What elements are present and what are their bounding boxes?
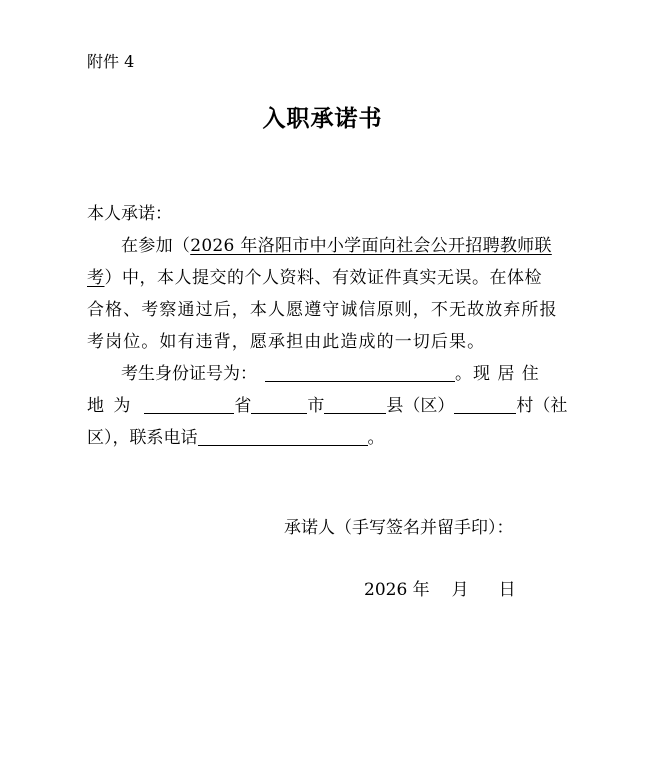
para2-line3: [87, 423, 385, 448]
date-day: 日: [498, 580, 516, 600]
phone-label: 区），联系电话: [87, 428, 198, 448]
para2-line1: [121, 359, 540, 384]
para1-prefix: 在参加（: [121, 236, 191, 256]
village-blank: [454, 396, 516, 414]
date-month: 月: [451, 580, 469, 600]
para2-line2: [87, 391, 567, 416]
para2-end: 。: [367, 428, 385, 448]
document-title: 入职承诺书: [262, 105, 383, 132]
village-label: 村（社: [516, 396, 568, 416]
county-label: 县（区）: [386, 396, 455, 416]
para1-line4: 考岗位。如有违背，愿承担由此造成的一切后果。: [87, 332, 486, 352]
residence-label: 。现 居 住: [455, 364, 540, 384]
city-blank: [251, 396, 307, 414]
attachment-label: 附件 4: [87, 52, 135, 71]
date-year: 2026 年: [364, 580, 430, 600]
para1-line3: 合格、考察通过后，本人愿遵守诚信原则，不无故放弃所报: [87, 300, 558, 320]
phone-blank: [198, 428, 368, 446]
county-blank: [324, 396, 386, 414]
para1-line2-text: ）中，本人提交的个人资料、有效证件真实无误。在体检: [104, 268, 542, 288]
para1-line1: [121, 231, 552, 256]
pledge-intro: 本人承诺：: [87, 204, 172, 224]
id-number-blank: [265, 364, 455, 382]
province-label: 省: [234, 396, 252, 416]
exam-name-part2: 考: [87, 268, 105, 288]
address-label: 地 为: [87, 396, 133, 416]
province-blank: [144, 396, 234, 414]
id-number-label: 考生身份证号为：: [121, 364, 257, 384]
exam-name-part1: 2026 年洛阳市中小学面向社会公开招聘教师联: [190, 236, 552, 256]
signature-label: 承诺人（手写签名并留手印）：: [284, 518, 514, 538]
date-line: [364, 575, 516, 600]
city-label: 市: [307, 396, 325, 416]
para1-line2: [87, 263, 542, 288]
